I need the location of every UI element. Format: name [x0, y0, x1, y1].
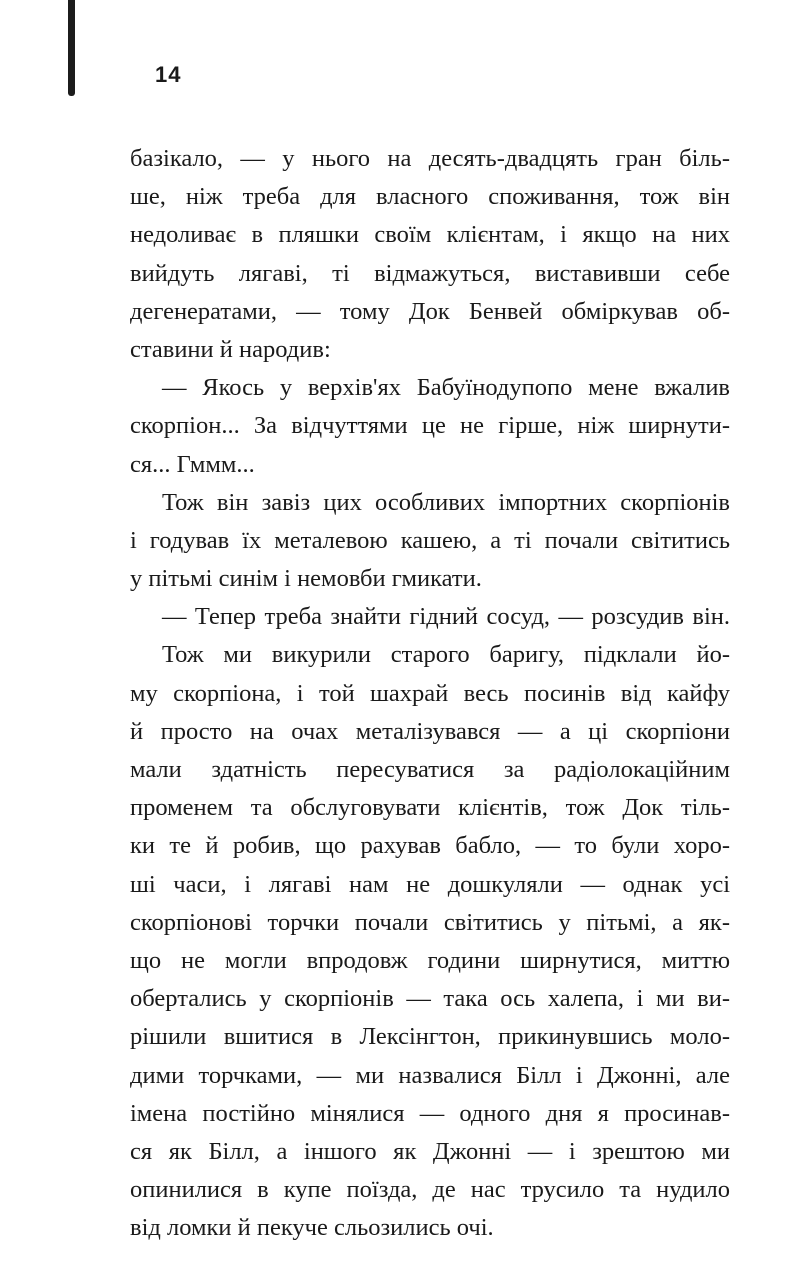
text-line: опинилися в купе поїзда, де нас трусило та нудило — [130, 1176, 730, 1204]
text-line: Тож ми викурили старого баригу, підклали йо- — [162, 641, 730, 669]
text-line: променем та обслуговувати клієнтів, тож Док тіль- — [130, 794, 730, 822]
text-line: ся... Гммм... — [130, 450, 255, 478]
text-line: му скорпіона, і той шахрай весь посинів від кайфу — [130, 679, 730, 707]
text-line: недоливає в пляшки своїм клієнтам, і якщо на них — [130, 221, 730, 249]
text-line: ші часи, і лягаві нам не дошкуляли — однак усі — [130, 870, 730, 898]
text-line: ставини й народив: — [130, 335, 331, 363]
text-line: вийдуть лягаві, ті відмажуться, виставивши себе — [130, 259, 730, 287]
text-line: й просто на очах металізувався — а ці скорпіони — [130, 717, 730, 745]
text-line: і годував їх металевою кашею, а ті почали світитись — [130, 526, 730, 554]
text-line: скорпіон... За відчуттями це не гірше, ніж ширнути- — [130, 412, 730, 440]
text-line: рішили вшитися в Лексінгтон, прикинувшись моло- — [130, 1023, 730, 1051]
text-line: Тож він завіз цих особливих імпортних скорпіонів — [162, 488, 730, 516]
text-line: дегенератами, — тому Док Бенвей обміркував об- — [130, 297, 730, 325]
text-line: ся як Білл, а іншого як Джонні — і зрештою ми — [130, 1137, 730, 1165]
text-line: дими торчками, — ми назвалися Білл і Джонні, але — [130, 1061, 730, 1089]
text-line: що не могли впродовж години ширнутися, миттю — [130, 946, 730, 974]
text-line: — Якось у верхів'ях Бабуїнодупопо мене вжалив — [162, 374, 730, 402]
text-line: обертались у скорпіонів — така ось халепа, і ми ви- — [130, 985, 730, 1013]
text-line: базікало, — у нього на десять-двадцять гран біль- — [130, 145, 730, 172]
text-line: скорпіонові торчки почали світитись у пітьмі, а як- — [130, 908, 730, 936]
text-line: ше, ніж треба для власного споживання, тож він — [130, 183, 730, 211]
page-edge-mark — [68, 0, 75, 96]
text-line: — Тепер треба знайти гідний сосуд, — розсудив він. — [162, 603, 730, 631]
text-line: мали здатність пересуватися за радіолокаційним — [130, 756, 730, 783]
text-line: від ломки й пекуче сльозились очі. — [130, 1214, 494, 1242]
page-number: 14 — [155, 62, 182, 87]
text-line: ки те й робив, що рахував бабло, — то були хоро- — [130, 832, 730, 860]
text-line: імена постійно мінялися — одного дня я просинав- — [130, 1099, 730, 1127]
body-text — [130, 140, 730, 1247]
text-line: у пітьмі синім і немовби гмикати. — [130, 565, 482, 593]
